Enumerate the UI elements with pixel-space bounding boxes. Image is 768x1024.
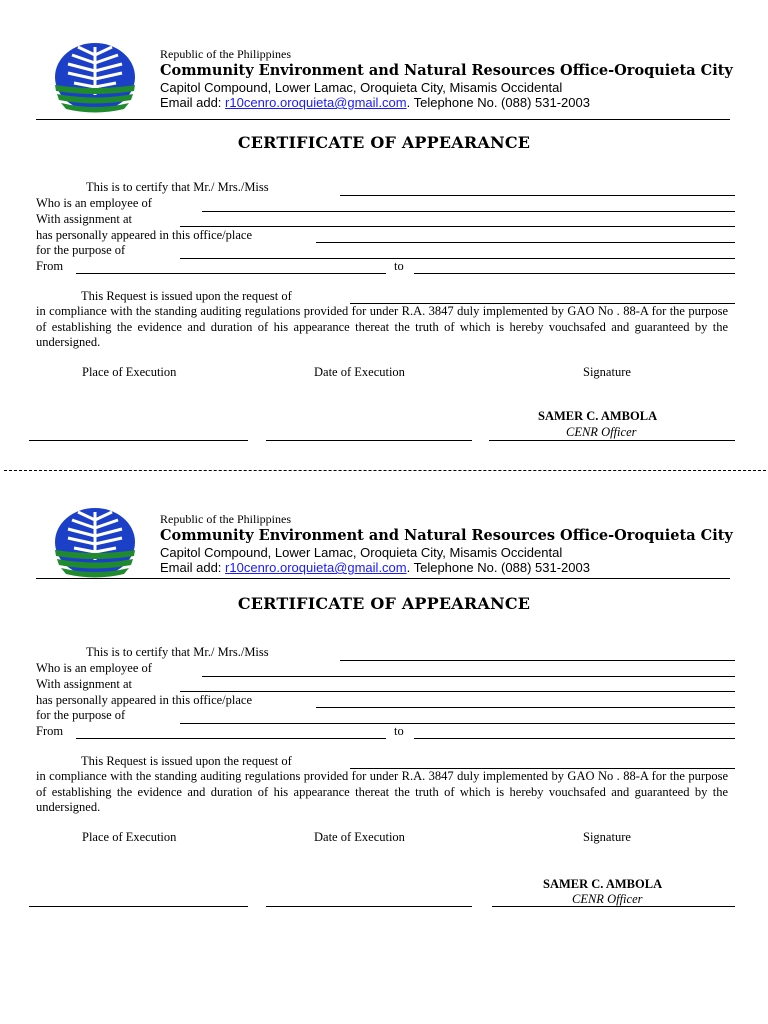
date-signature-line[interactable] — [266, 440, 472, 441]
signature-label: Signature — [583, 830, 631, 844]
place-signature-line[interactable] — [29, 440, 248, 441]
certificate-title: CERTIFICATE OF APPEARANCE — [237, 594, 531, 613]
office-name: Community Environment and Natural Resources Office-Oroquieta City — [160, 527, 733, 544]
name-field-line[interactable] — [340, 660, 735, 661]
office-name: Community Environment and Natural Resources Office-Oroquieta City — [160, 62, 733, 79]
certificate-title: CERTIFICATE OF APPEARANCE — [237, 133, 531, 152]
compliance-paragraph: in compliance with the standing auditing regulations provided for under R.A. 3847 duly implemented by GAO No . 88-A for the purpose of establishing the evidence and duration of his appearance thereat the truth of which is hereby vouchsafed and guaranteed by the undersigned. — [36, 769, 728, 814]
assignment-field-line[interactable] — [180, 691, 735, 692]
from-label: From — [36, 724, 64, 738]
office-address: Capitol Compound, Lower Lamac, Oroquieta City, Misamis Occidental — [160, 80, 563, 95]
officer-signature-line[interactable] — [492, 906, 735, 907]
email-label: Email add: — [160, 95, 226, 110]
telephone-text: . Telephone No. (088) 531-2003 — [406, 95, 590, 110]
employer-field-line[interactable] — [202, 676, 735, 677]
email-link[interactable]: r10cenro.oroquieta@gmail.com — [225, 560, 407, 575]
request-label: This Request is issued upon the request of — [81, 754, 292, 768]
place-of-execution-label: Place of Execution — [82, 830, 177, 844]
to-field-line[interactable] — [414, 273, 735, 274]
from-label: From — [36, 259, 64, 273]
to-field-line[interactable] — [414, 738, 735, 739]
republic-text: Republic of the Philippines — [160, 47, 291, 61]
place-field-line[interactable] — [316, 707, 735, 708]
date-of-execution-label: Date of Execution — [314, 365, 405, 379]
telephone-text: . Telephone No. (088) 531-2003 — [406, 560, 590, 575]
officer-signature-line[interactable] — [489, 440, 735, 441]
assignment-field-line[interactable] — [180, 226, 735, 227]
cut-line — [4, 470, 766, 471]
office-address: Capitol Compound, Lower Lamac, Oroquieta City, Misamis Occidental — [160, 545, 563, 560]
certify-label: This is to certify that Mr./ Mrs./Miss — [86, 645, 269, 659]
request-label: This Request is issued upon the request of — [81, 289, 292, 303]
contact-line — [160, 95, 590, 110]
place-field-line[interactable] — [316, 242, 735, 243]
officer-name: SAMER C. AMBOLA — [538, 409, 658, 423]
compliance-paragraph: in compliance with the standing auditing regulations provided for under R.A. 3847 duly implemented by GAO No . 88-A for the purpose of establishing the evidence and duration of his appearance thereat the truth of which is hereby vouchsafed and guaranteed by the undersigned. — [36, 304, 728, 349]
employee-label: Who is an employee of — [36, 661, 152, 675]
to-label: to — [394, 259, 404, 273]
denr-logo-icon — [52, 41, 138, 117]
employee-label: Who is an employee of — [36, 196, 152, 210]
from-field-line[interactable] — [76, 738, 386, 739]
officer-name: SAMER C. AMBOLA — [543, 877, 663, 891]
assignment-label: With assignment at — [36, 677, 133, 691]
denr-logo-icon — [52, 506, 138, 582]
purpose-field-line[interactable] — [180, 723, 735, 724]
place-of-execution-label: Place of Execution — [82, 365, 177, 379]
officer-title: CENR Officer — [566, 425, 637, 439]
officer-title: CENR Officer — [572, 892, 643, 906]
header-divider — [36, 578, 730, 579]
signature-label: Signature — [583, 365, 631, 379]
contact-line — [160, 560, 590, 575]
certificate-copy-1 — [0, 37, 768, 502]
name-field-line[interactable] — [340, 195, 735, 196]
email-link[interactable]: r10cenro.oroquieta@gmail.com — [225, 95, 407, 110]
purpose-label: for the purpose of — [36, 708, 126, 722]
purpose-field-line[interactable] — [180, 258, 735, 259]
purpose-label: for the purpose of — [36, 243, 126, 257]
date-of-execution-label: Date of Execution — [314, 830, 405, 844]
republic-text: Republic of the Philippines — [160, 512, 291, 526]
assignment-label: With assignment at — [36, 212, 133, 226]
from-field-line[interactable] — [76, 273, 386, 274]
email-label: Email add: — [160, 560, 226, 575]
place-signature-line[interactable] — [29, 906, 248, 907]
to-label: to — [394, 724, 404, 738]
appeared-label: has personally appeared in this office/place — [36, 228, 253, 242]
certify-label: This is to certify that Mr./ Mrs./Miss — [86, 180, 269, 194]
appeared-label: has personally appeared in this office/place — [36, 693, 253, 707]
employer-field-line[interactable] — [202, 211, 735, 212]
header-divider — [36, 119, 730, 120]
date-signature-line[interactable] — [266, 906, 472, 907]
certificate-copy-2 — [0, 502, 768, 967]
